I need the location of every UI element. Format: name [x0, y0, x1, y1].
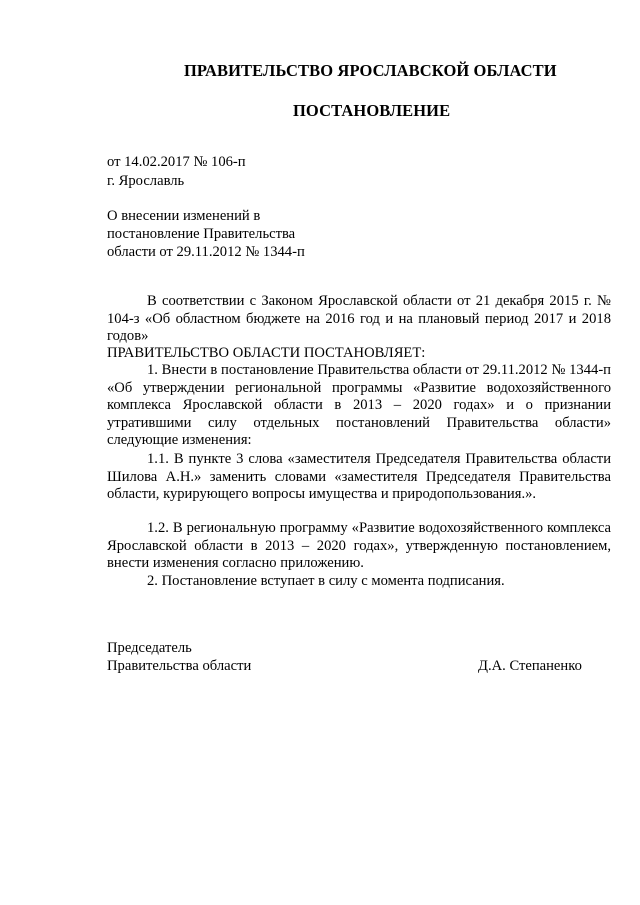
signature-title: Правительства области [107, 658, 252, 674]
resolves-line: ПРАВИТЕЛЬСТВО ОБЛАСТИ ПОСТАНОВЛЯЕТ: [107, 345, 426, 361]
signature-title: Председатель [107, 640, 192, 656]
item-1-paragraph: 1. Внести в постановление Правительства области от 29.11.2012 № 1344-п «Об утверждении региональной программы «Развитие водохозяйственного комплекса Ярославской области в 2013 – 2020 годах» и о признании утратившими силу отдельных постановлений Правительства области» следующие изменения: [107, 362, 611, 448]
subject-line: О внесении изменений в [107, 208, 261, 224]
government-title: ПРАВИТЕЛЬСТВО ЯРОСЛАВСКОЙ ОБЛАСТИ [184, 61, 557, 80]
signature-name: Д.А. Степаненко [478, 658, 582, 674]
city: г. Ярославль [107, 173, 185, 189]
item-1-2-paragraph: 1.2. В региональную программу «Развитие водохозяйственного комплекса Ярославской области в 2013 – 2020 годах», утвержденную постановлением, внести изменения согласно приложению. [107, 520, 611, 571]
item-1-1-paragraph: 1.1. В пункте 3 слова «заместителя Председателя Правительства области Шилова А.Н.» заменить словами «заместителя Председателя Правительства области, курирующего вопросы имущества и природопользования.». [107, 451, 611, 502]
subject-line: области от 29.11.2012 № 1344-п [107, 244, 305, 260]
preamble-paragraph: В соответствии с Законом Ярославской области от 21 декабря 2015 г. № 104-з «Об областном бюджете на 2016 год и на плановый период 2017 и 2018 годов» [107, 293, 611, 344]
document-type-title: ПОСТАНОВЛЕНИЕ [293, 101, 451, 120]
item-2-paragraph: 2. Постановление вступает в силу с момента подписания. [147, 573, 505, 589]
subject-line: постановление Правительства [107, 226, 296, 242]
date-number: от 14.02.2017 № 106-п [107, 154, 246, 170]
